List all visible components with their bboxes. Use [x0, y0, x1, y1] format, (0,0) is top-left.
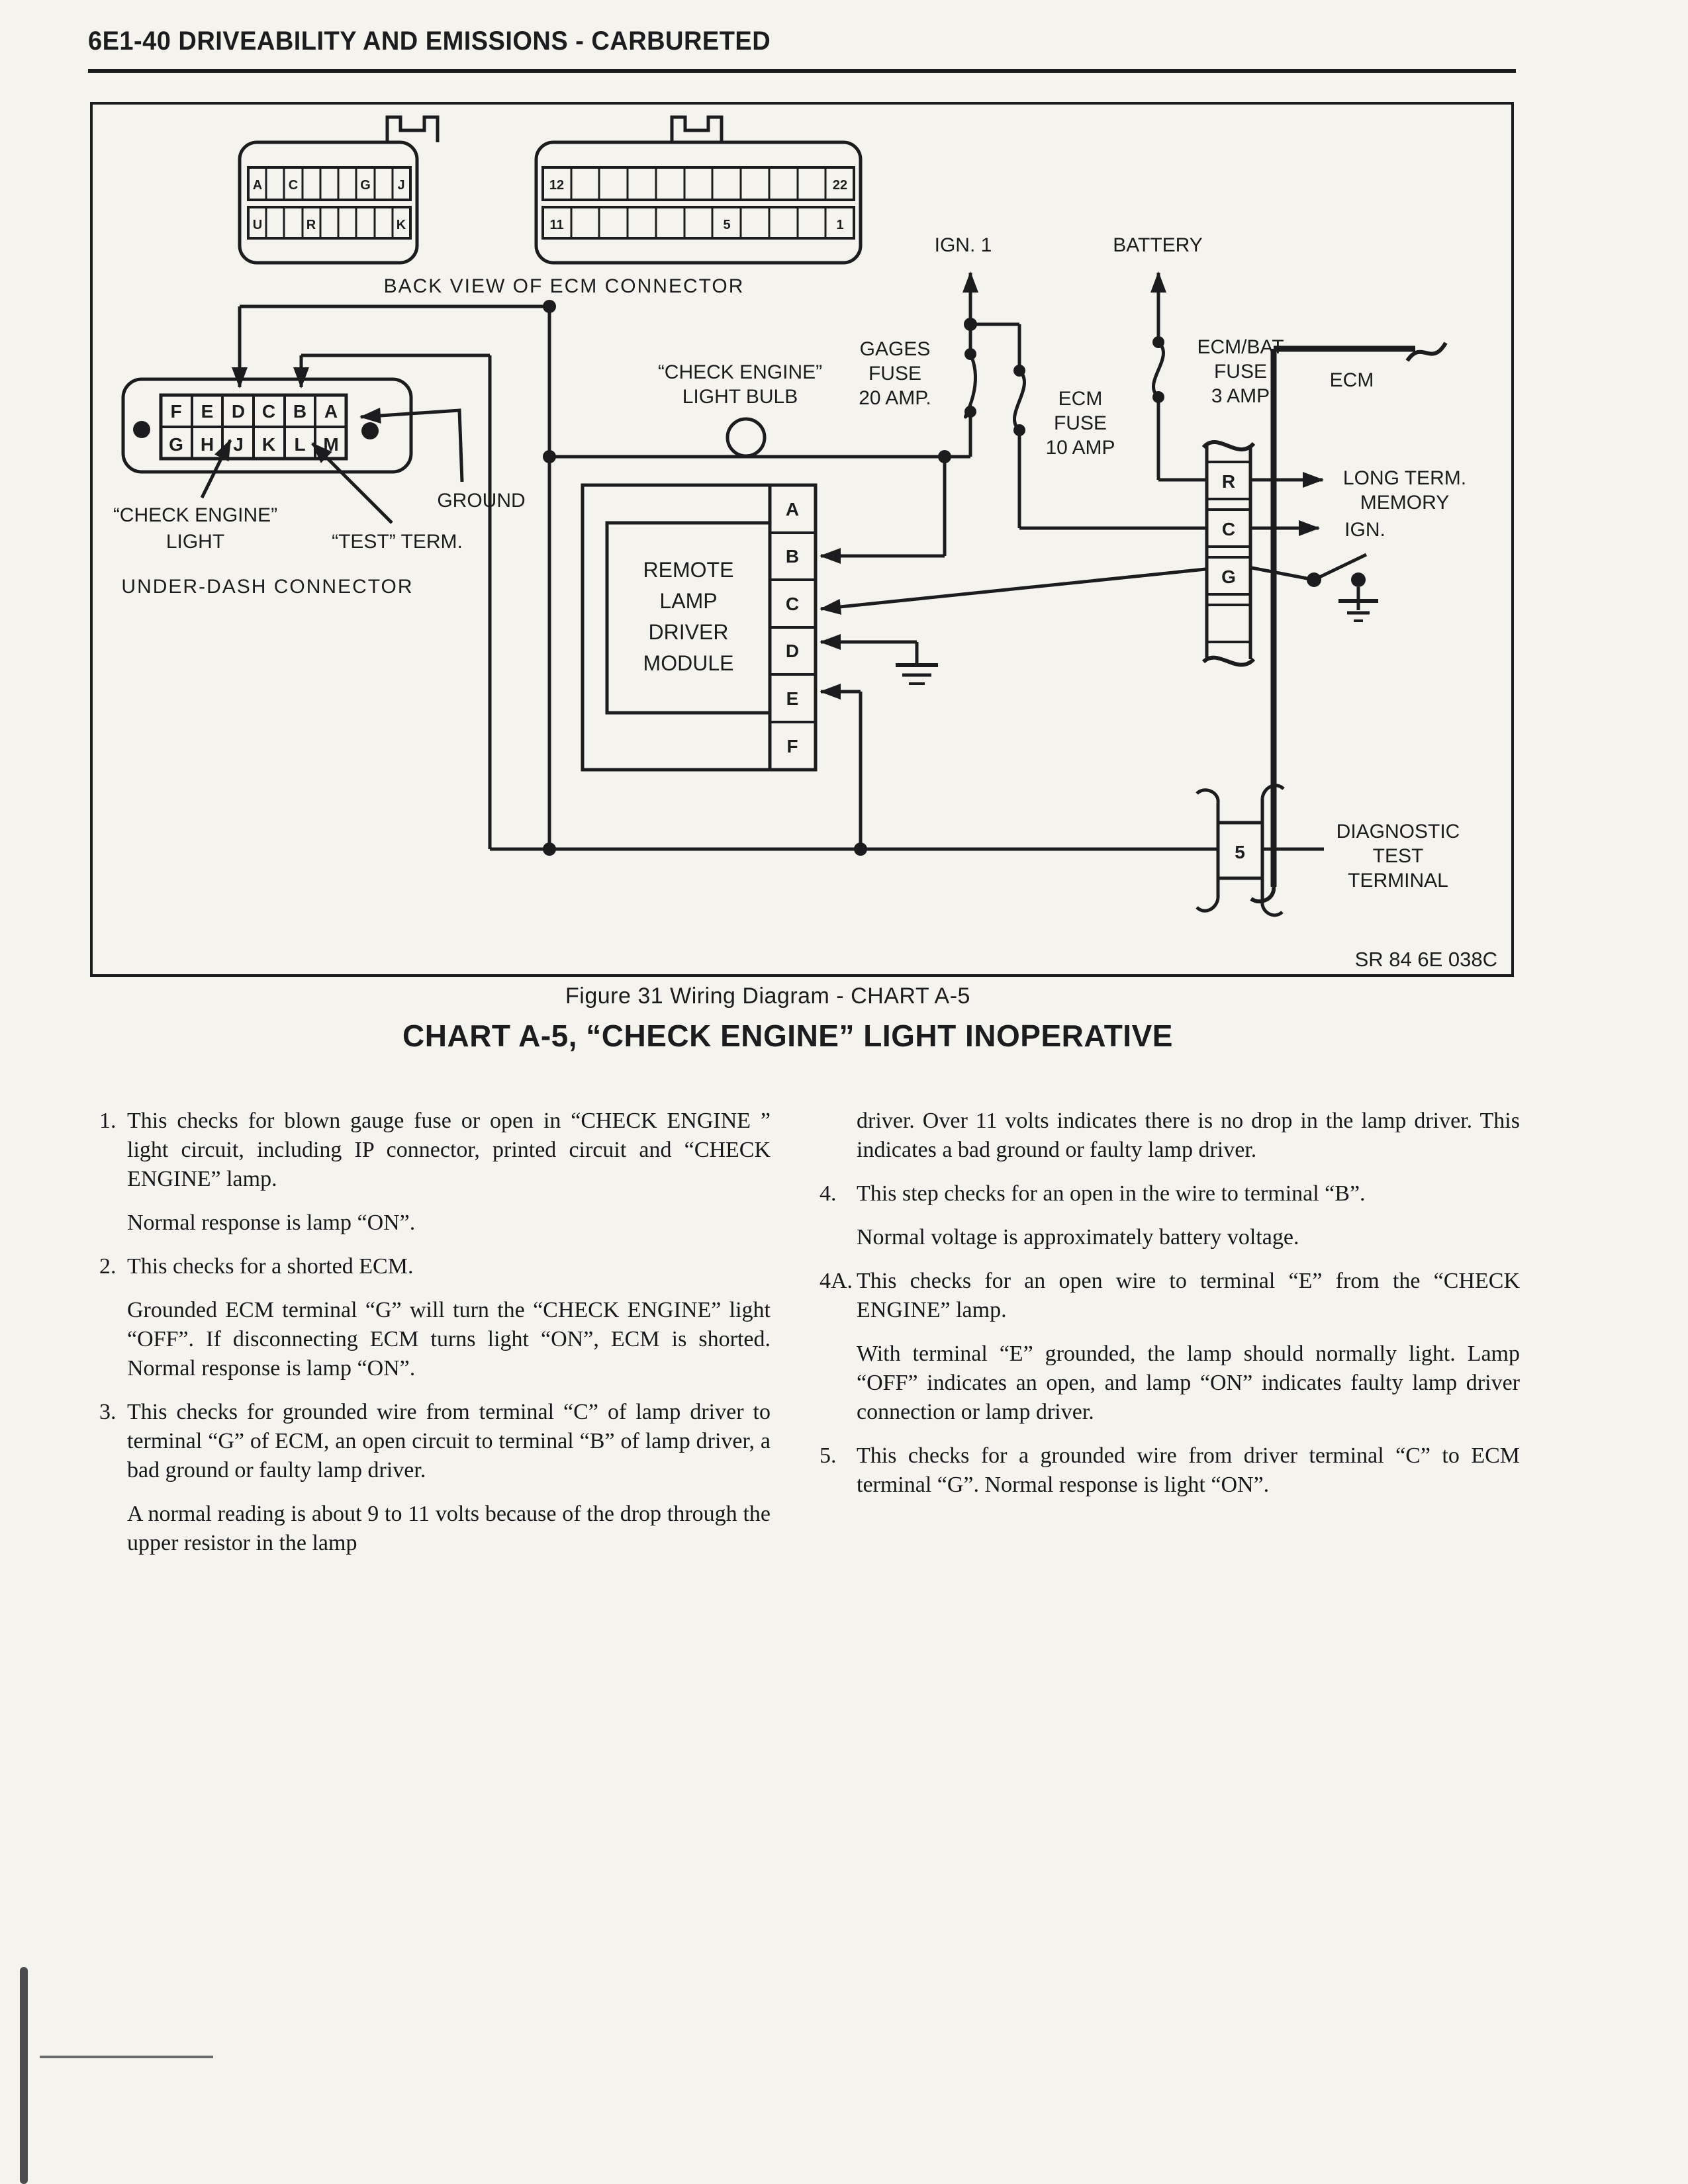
strip-break-squiggle	[1197, 898, 1218, 911]
bulb-label-1: “CHECK ENGINE”	[657, 361, 823, 383]
pin-label: J	[233, 434, 244, 455]
ecmbat-fuse-label-1: ECM/BAT	[1197, 336, 1284, 358]
pin-label: D	[231, 401, 246, 422]
connector-shell	[536, 142, 861, 263]
fuse-dot	[964, 348, 976, 360]
test-term-pointer	[312, 443, 392, 523]
strip-break-squiggle	[1262, 901, 1282, 915]
pin-label: A	[252, 178, 263, 193]
junction-dot	[964, 318, 977, 331]
bulb-symbol	[727, 419, 765, 456]
long-term-memory-label-2: MEMORY	[1360, 492, 1450, 514]
pin-row	[543, 207, 854, 238]
terminal-label: C	[1221, 519, 1236, 539]
ign-label: IGN.	[1344, 519, 1385, 541]
terminal-label: E	[786, 688, 799, 709]
pin-label: M	[323, 434, 339, 455]
diagnostic-label-3: TERMINAL	[1348, 870, 1448, 891]
wiring-diagram	[89, 101, 1515, 978]
check-engine-light-label-2: LIGHT	[165, 531, 225, 553]
fuse-dot	[964, 406, 976, 418]
fuse-squiggle	[1014, 371, 1024, 430]
wire-into-module-C	[821, 569, 1205, 609]
step-text: This checks for blown gauge fuse or open in “CHECK ENGINE ” light circuit, including IP connector, printed circuit and “CHECK ENGINE” lamp.	[127, 1109, 771, 1191]
gages-fuse-label-2: FUSE	[868, 363, 922, 385]
back-view-caption: BACK VIEW OF ECM CONNECTOR	[383, 275, 745, 297]
ecm-right-pin-labels	[549, 178, 847, 232]
pin-label: G	[360, 178, 371, 193]
junction-dot	[543, 450, 556, 463]
pin-label: K	[261, 434, 276, 455]
ecmbat-fuse-label-2: FUSE	[1213, 361, 1268, 383]
junction-dot	[854, 842, 867, 856]
terminal-label: C	[785, 594, 800, 614]
pin-label: H	[200, 434, 214, 455]
step-number: 4.	[820, 1181, 837, 1206]
fuse-squiggle	[1153, 342, 1163, 397]
step-2-note: Grounded ECM terminal “G” will turn the “CHECK ENGINE” light “OFF”. If disconnecting ECM turns light “ON”, ECM is shorted. Normal response is lamp “ON”.	[127, 1298, 771, 1381]
step-3-note: A normal reading is about 9 to 11 volts because of the drop through the upper resistor in the lamp	[127, 1502, 771, 1555]
pin-label: 12	[549, 178, 565, 193]
pin-dividers	[266, 167, 393, 200]
step-1-note: Normal response is lamp “ON”.	[127, 1210, 416, 1235]
step-text: This step checks for an open in the wire to terminal “B”.	[857, 1181, 1366, 1206]
gages-fuse-label-3: 20 AMP.	[859, 387, 931, 409]
terminal-label: B	[785, 546, 800, 567]
wire-to-switch	[1252, 568, 1314, 580]
pin-label: C	[288, 178, 299, 193]
connector-lock-tab	[672, 117, 722, 142]
figure-caption: Figure 31 Wiring Diagram - CHART A-5	[565, 983, 970, 1009]
terminal-label: A	[785, 499, 800, 520]
step-number: 4A.	[820, 1269, 853, 1293]
step-4-note: Normal voltage is approximately battery voltage.	[857, 1225, 1299, 1250]
pin-label: U	[252, 218, 263, 232]
strip-break-squiggle	[1203, 658, 1254, 665]
procedure-step-4a	[820, 1267, 1520, 1325]
step-3-continuation: driver. Over 11 volts indicates there is no drop in the lamp driver. This indicates a bad ground or faulty lamp driver.	[857, 1109, 1520, 1162]
fuse-dot	[1152, 336, 1164, 348]
header-rule	[88, 69, 1516, 73]
pin-label: 11	[549, 218, 564, 232]
ground-symbol-module-D	[896, 665, 938, 684]
procedure-column-left	[99, 1107, 771, 1572]
procedure-step-2	[99, 1252, 771, 1281]
scan-artifact-streak	[20, 1967, 28, 2184]
pin-label: 5	[723, 218, 731, 232]
strip-break-squiggle	[1203, 442, 1254, 449]
strip-break-squiggle	[1197, 790, 1218, 803]
step-4a-note: With terminal “E” grounded, the lamp should normally light. Lamp “OFF” indicates an open, and lamp “ON” indicates faulty lamp driver connection or lamp driver.	[857, 1342, 1520, 1424]
ecm-fuse-label-3: 10 AMP	[1045, 437, 1115, 459]
module-name-line: REMOTE	[643, 558, 734, 582]
scan-artifact-line	[40, 2056, 213, 2058]
module-box	[607, 523, 770, 713]
terminal-label: F	[786, 736, 798, 756]
junction-dot	[543, 300, 556, 313]
procedure-step-4	[820, 1179, 1520, 1208]
step-number: 2.	[99, 1254, 117, 1279]
pin-label: E	[201, 401, 214, 422]
switch-contact	[1351, 572, 1366, 587]
switch-contact	[1307, 572, 1321, 587]
step-text: This checks for an open wire to terminal “E” from the “CHECK ENGINE” lamp.	[857, 1269, 1520, 1322]
module-name-line: LAMP	[659, 589, 718, 613]
diagnostic-label-2: TEST	[1372, 845, 1424, 867]
underdash-label: UNDER-DASH CONNECTOR	[121, 576, 414, 598]
figure-border	[91, 103, 1513, 976]
pin-label: C	[261, 401, 276, 422]
ecm-left-pin-labels	[253, 178, 406, 232]
page-header: 6E1-40 DRIVEABILITY AND EMISSIONS - CARBURETED	[88, 26, 771, 56]
battery-label: BATTERY	[1113, 234, 1203, 256]
ground-symbols	[896, 587, 1378, 684]
pin-label: L	[294, 434, 306, 455]
step-text: This checks for a shorted ECM.	[127, 1254, 414, 1279]
mounting-hole	[133, 421, 150, 438]
procedure-step-1	[99, 1107, 771, 1194]
terminal-label: G	[1221, 567, 1236, 587]
pin-dividers	[571, 207, 825, 238]
procedure-step-3	[99, 1398, 771, 1485]
pin-label: B	[293, 401, 307, 422]
junction-dot	[543, 842, 556, 856]
pin-dividers	[571, 167, 825, 200]
diagnostic-label-1: DIAGNOSTIC	[1336, 821, 1460, 842]
connector-lock-tab	[387, 117, 438, 142]
fuse-dot	[1013, 365, 1025, 377]
step-number: 1.	[99, 1109, 117, 1133]
pin-label: 1	[836, 218, 844, 232]
ground-symbol-test-switch	[1338, 587, 1378, 621]
diag-terminal-number: 5	[1235, 842, 1245, 862]
pin-label: K	[396, 218, 406, 232]
step-number: 5.	[820, 1443, 837, 1468]
pin-label: J	[397, 178, 405, 193]
pin-row	[543, 167, 854, 200]
pin-label: G	[169, 434, 183, 455]
pin-label: A	[324, 401, 338, 422]
module-name-line: MODULE	[643, 651, 734, 675]
pin-row	[248, 207, 410, 238]
plate-code: SR 84 6E 038C	[1354, 948, 1497, 971]
check-engine-light-label-1: “CHECK ENGINE”	[113, 504, 278, 526]
fuse-dot	[1152, 391, 1164, 403]
fuse-dot	[1013, 424, 1025, 436]
procedure-column-right	[820, 1107, 1520, 1514]
pin-label: 22	[832, 178, 848, 193]
ecm-fuse-label-1: ECM	[1058, 388, 1103, 410]
connector-shell	[240, 142, 417, 263]
pin-label: R	[306, 218, 316, 232]
procedure-step-5	[820, 1441, 1520, 1500]
module-name	[643, 558, 734, 675]
terminal-label: R	[1221, 471, 1236, 492]
bulb-label-2: LIGHT BULB	[682, 386, 798, 408]
step-number: 3.	[99, 1400, 117, 1424]
long-term-memory-label-1: LONG TERM.	[1342, 467, 1467, 489]
ecm-label: ECM	[1329, 369, 1374, 391]
test-term-label: “TEST” TERM.	[332, 531, 463, 553]
step-text: This checks for a grounded wire from driver terminal “C” to ECM terminal “G”. Normal response is light “ON”.	[857, 1443, 1520, 1497]
ign1-label: IGN. 1	[934, 234, 992, 256]
ecm-terminal-labels	[1221, 471, 1236, 587]
pin-dividers	[266, 207, 393, 238]
ecm-connector-right	[536, 117, 861, 263]
mounting-hole	[361, 422, 379, 439]
ecm-connector-left	[240, 117, 438, 263]
ecmbat-fuse-label-3: 3 AMP	[1211, 385, 1270, 407]
ground-label: GROUND	[437, 490, 526, 512]
pin-row	[248, 167, 410, 200]
chart-title: CHART A-5, “CHECK ENGINE” LIGHT INOPERATIVE	[402, 1019, 1173, 1053]
pin-label: F	[170, 401, 182, 422]
ecm-fuse-label-2: FUSE	[1053, 412, 1107, 434]
junction-dot	[938, 450, 951, 463]
gages-fuse-label-1: GAGES	[859, 338, 931, 360]
module-name-line: DRIVER	[648, 620, 729, 644]
step-text: This checks for grounded wire from terminal “C” of lamp driver to terminal “G” of ECM, an open circuit to terminal “B” of lamp driver, a bad ground or faulty lamp driver.	[127, 1400, 771, 1482]
underdash-connector	[123, 379, 411, 472]
terminal-label: D	[785, 641, 800, 661]
